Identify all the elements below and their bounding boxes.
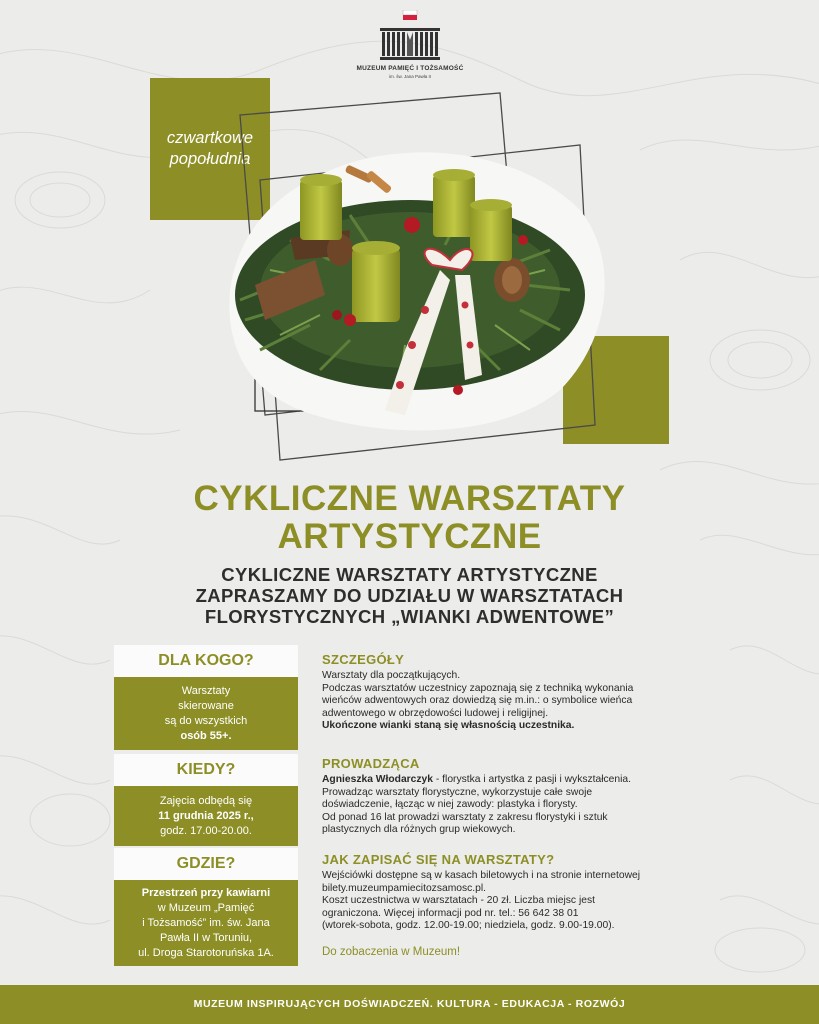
where-line-3: i Tożsamość” im. św. Jana xyxy=(142,916,270,929)
museum-name: MUZEUM PAMIĘĆ I TOŻSAMOŚĆ xyxy=(356,65,464,72)
main-title-line-2: ARTYSTYCZNE xyxy=(277,517,542,556)
sub-title xyxy=(0,564,819,627)
details-line-2: Podczas warsztatów uczestnicy zapoznają się z techniką wykonania xyxy=(322,682,634,694)
details-line-4: adwentowego w obrzędowości ludowej i religijnej. xyxy=(322,707,549,719)
main-title-line-1: CYKLICZNE WARSZTATY xyxy=(193,479,626,518)
where-bold: Przestrzeń przy kawiarni xyxy=(141,886,271,899)
museum-logo-icon xyxy=(380,10,440,62)
tag-line-2: popołudnia xyxy=(169,150,251,168)
who-line-1: Warsztaty xyxy=(181,684,231,697)
host-line-1: - florystka i artystka z pasji i wykształcenia. xyxy=(433,774,631,785)
signup-link[interactable]: bilety.muzeumpamiecitozsamosc.pl. xyxy=(322,882,487,894)
sub-title-line-1: CYKLICZNE WARSZTATY ARTYSTYCZNE xyxy=(221,564,598,585)
when-line-3: godz. 17.00-20.00. xyxy=(160,824,252,837)
where-line-2: w Muzeum „Pamięć xyxy=(157,901,255,914)
details-line-1: Warsztaty dla początkujących. xyxy=(322,670,461,681)
footer-bar: MUZEUM INSPIRUJĄCYCH DOŚWIADCZEŃ. KULTURA - EDUKACJA - ROZWÓJ xyxy=(0,985,819,1024)
host-line-4: Od ponad 16 lat prowadzi warsztaty z zakresu florystyki i sztuk xyxy=(322,811,608,823)
signup-line-3: Koszt uczestnictwa w warsztatach - 20 zł. Liczba miejsc jest xyxy=(322,895,595,907)
host-line-3: doświadczenie, łącząc w niej zawody: plastyka i florysty. xyxy=(322,799,578,811)
main-title xyxy=(0,480,819,556)
details-line-3: wieńców adwentowych oraz dowiedzą się m.in.: o symbolice wieńca xyxy=(322,695,633,707)
when-bold: 11 grudnia 2025 r., xyxy=(158,809,254,822)
signup-heading: JAK ZAPISAĆ SIĘ NA WARSZTATY? xyxy=(322,852,555,867)
signup-line-5: (wtorek-sobota, godz. 12.00-19.00; niedziela, godz. 9.00-19.00). xyxy=(322,920,615,932)
host-body xyxy=(322,774,722,837)
host-line-5: plastycznych dla różnych grup wiekowych. xyxy=(322,824,516,836)
when-info xyxy=(114,786,298,846)
museum-subtitle: im. św. Jana Pawła II xyxy=(388,74,432,79)
tag-line-1: czwartkowe xyxy=(166,129,254,147)
details-body xyxy=(322,670,722,733)
when-label: KIEDY? xyxy=(114,754,298,786)
who-label: DLA KOGO? xyxy=(114,645,298,677)
who-line-2: skierowane xyxy=(178,699,234,712)
host-heading: PROWADZĄCA xyxy=(322,756,420,771)
host-name: Agnieszka Włodarczyk xyxy=(322,774,434,785)
who-line-3: są do wszystkich xyxy=(164,714,248,727)
signup-line-1: Wejściówki dostępne są w kasach biletowych i na stronie internetowej xyxy=(322,870,641,881)
where-label: GDZIE? xyxy=(114,848,298,880)
details-heading: SZCZEGÓŁY xyxy=(322,652,405,667)
where-info xyxy=(114,880,298,966)
sub-title-line-3: FLORYSTYCZNYCH „WIANKI ADWENTOWE” xyxy=(204,606,615,627)
advent-wreath-photo xyxy=(200,120,620,450)
who-info xyxy=(114,677,298,750)
when-line-1: Zajęcia odbędą się xyxy=(159,794,253,807)
where-line-5: ul. Droga Starotoruńska 1A. xyxy=(138,946,274,959)
where-line-4: Pawła II w Toruniu, xyxy=(159,931,253,944)
signup-body xyxy=(322,870,722,933)
who-bold: osób 55+. xyxy=(180,729,232,742)
sub-title-line-2: ZAPRASZAMY DO UDZIAŁU W WARSZTATACH xyxy=(195,585,624,606)
museum-logo xyxy=(340,10,480,79)
closing-text: Do zobaczenia w Muzeum! xyxy=(322,946,461,958)
signup-line-4: ograniczona. Więcej informacji pod nr. tel.: 56 642 38 01 xyxy=(322,907,579,919)
details-bold: Ukończone wianki staną się własnością uczestnika. xyxy=(322,720,575,732)
host-line-2: Prowadząc warsztaty florystyczne, wykorzystuje całe swoje xyxy=(322,786,593,798)
